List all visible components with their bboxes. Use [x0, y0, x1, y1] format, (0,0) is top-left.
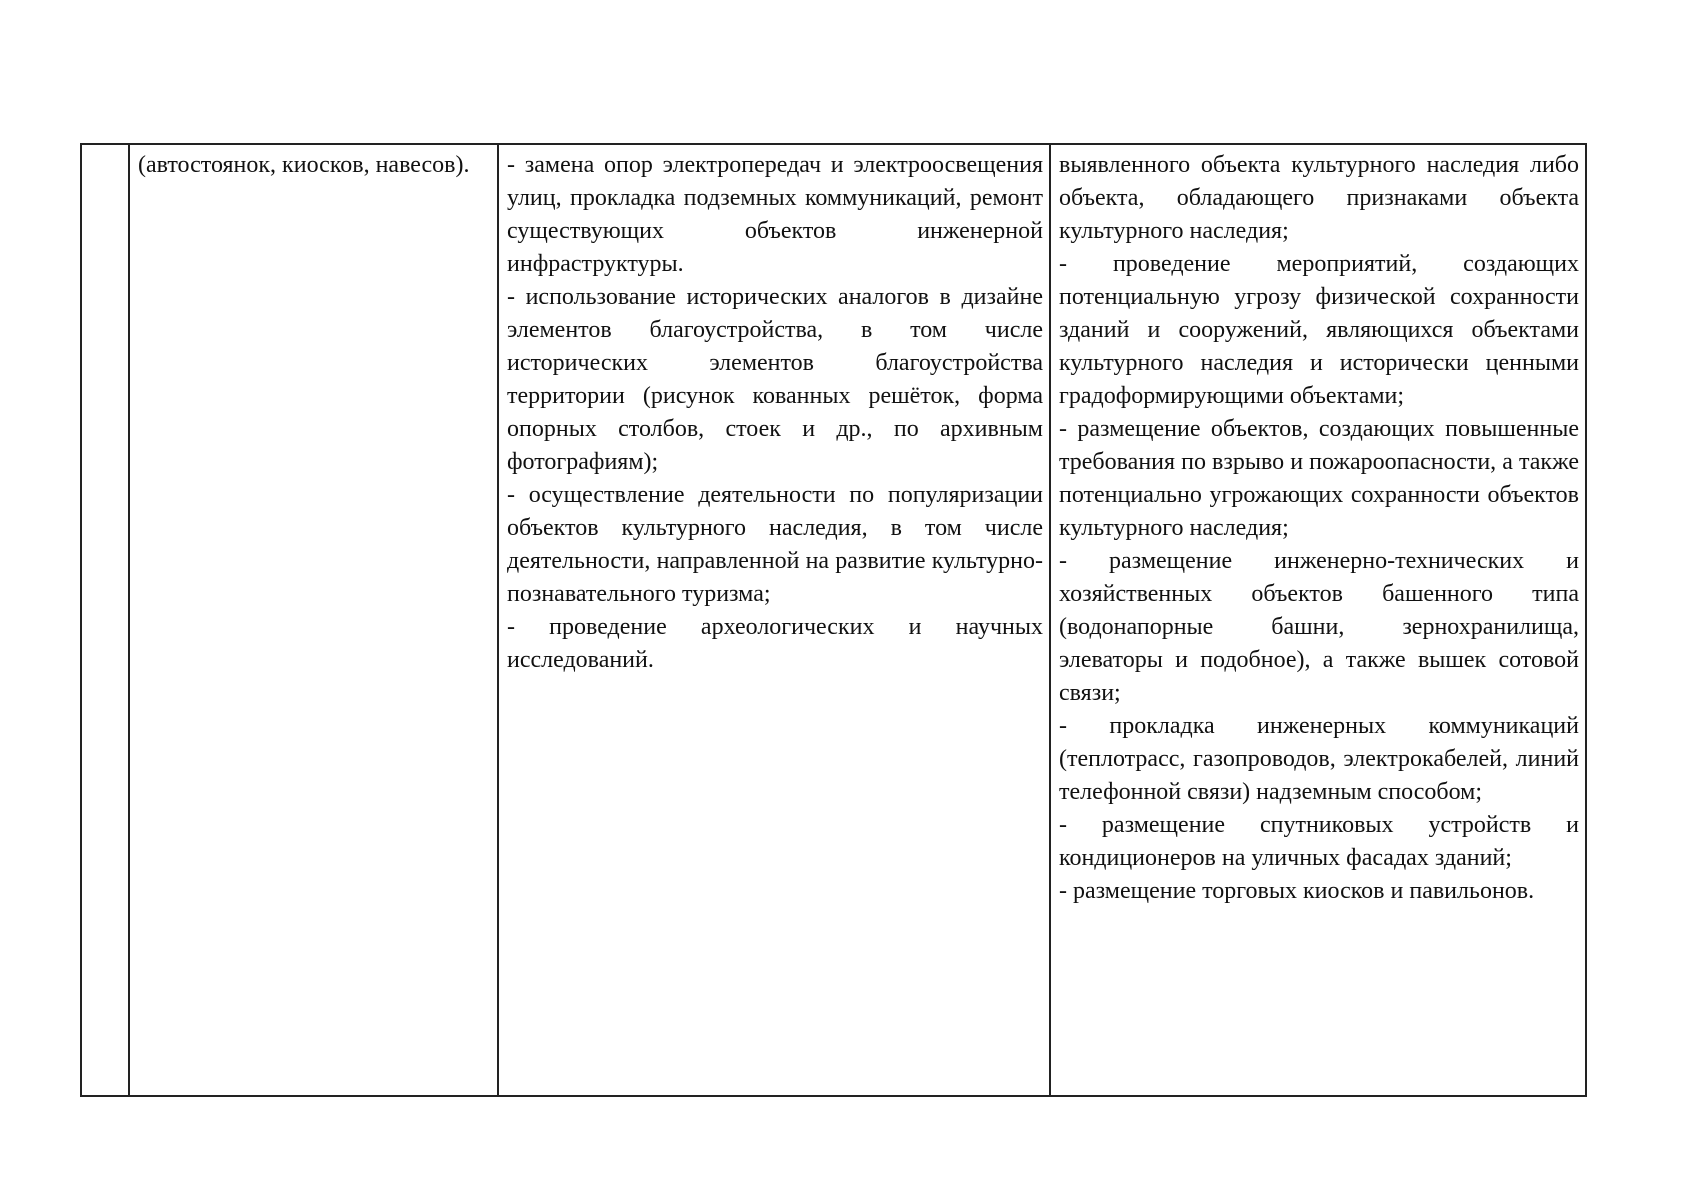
- regulations-table: [80, 143, 1587, 1097]
- list-item: - использование исторических аналогов в дизайне элементов благоустройства, в том числе исторических элементов благоустройства территории (рисунок кованных решёток, форма опорных столбов, стоек и др., по архивным фотографиям);: [507, 284, 1043, 475]
- table-row: [81, 144, 1586, 1096]
- list-item: - размещение спутниковых устройств и кондиционеров на уличных фасадах зданий;: [1059, 812, 1579, 871]
- object-type-cell: [129, 144, 498, 1096]
- prohibited-activities-cell: [1050, 144, 1586, 1096]
- list-item: - размещение инженерно-технических и хозяйственных объектов башенного типа (водонапорные башни, зернохранилища, элеваторы и подобное), а также вышек сотовой связи;: [1059, 548, 1579, 706]
- permitted-activities-cell: [498, 144, 1050, 1096]
- list-item: - размещение объектов, создающих повышенные требования по взрыво и пожароопасности, а также потенциально угрожающих сохранности объектов культурного наследия;: [1059, 416, 1579, 541]
- list-item: - проведение мероприятий, создающих потенциальную угрозу физической сохранности зданий и сооружений, являющихся объектами культурного наследия и исторически ценными градоформирующими объектами;: [1059, 251, 1579, 409]
- list-item: - прокладка инженерных коммуникаций (теплотрасс, газопроводов, электрокабелей, линий телефонной связи) надземным способом;: [1059, 713, 1579, 805]
- object-type-text: (автостоянок, киосков, навесов).: [138, 152, 470, 178]
- list-item: - замена опор электропередач и электроосвещения улиц, прокладка подземных коммуникаций, ремонт существующих объектов инженерной инфраструктуры.: [507, 152, 1043, 277]
- row-number-cell: [81, 144, 129, 1096]
- list-item: выявленного объекта культурного наследия либо объекта, обладающего признаками объекта культурного наследия;: [1059, 152, 1579, 244]
- list-item: - размещение торговых киосков и павильонов.: [1059, 878, 1535, 904]
- list-item: - проведение археологических и научных исследований.: [507, 614, 1043, 673]
- list-item: - осуществление деятельности по популяризации объектов культурного наследия, в том числе деятельности, направленной на развитие культурно-познавательного туризма;: [507, 482, 1043, 607]
